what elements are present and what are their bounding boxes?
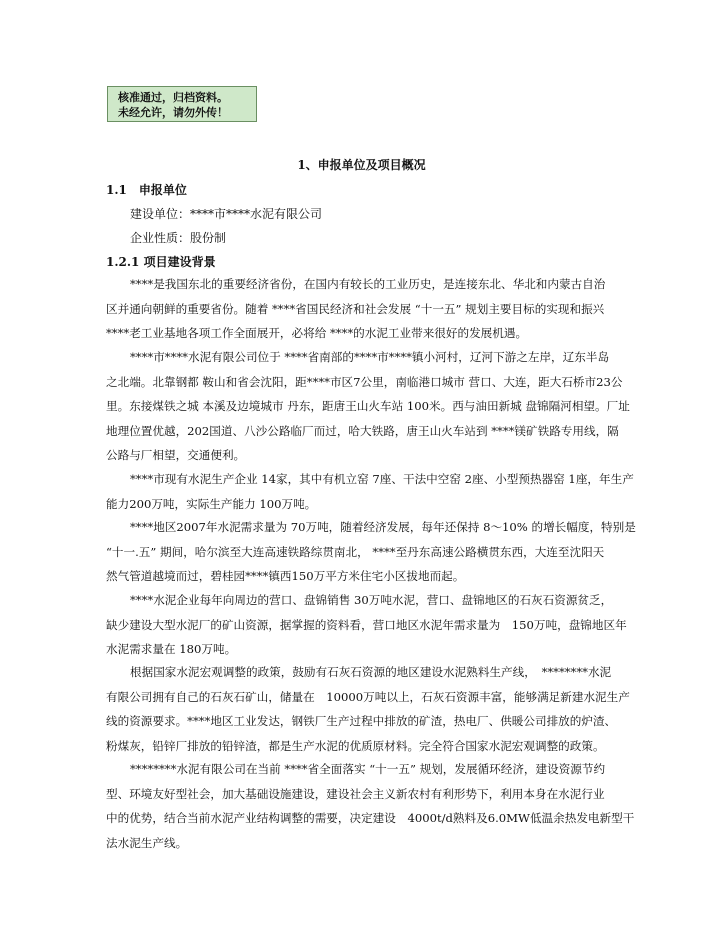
paragraph-line: 能力200万吨，实际生产能力 100万吨。 (106, 496, 317, 511)
paragraph-line: ****水泥企业每年向周边的营口、盘锦销售 30万吨水泥，营口、盘锦地区的石灰石资源贫乏， (130, 593, 613, 607)
nature-line: 企业性质：股份制 (130, 231, 227, 245)
paragraph-7 (106, 757, 646, 855)
paragraph-line: 地理位置优越，202国道、八沙公路临厂而过，哈大铁路，唐王山火车站到 ****镁矿铁路专用线，隔 (106, 423, 619, 438)
paragraph-4 (106, 515, 646, 589)
paragraph-line: 区并通向朝鲜的重要省份。随着 ****省国民经济和社会发展 “十一五” 规划主要目标的实现和振兴 (106, 301, 605, 316)
approval-stamp (107, 86, 257, 122)
paragraph-2 (106, 345, 646, 468)
paragraph-1 (106, 272, 646, 346)
paragraph-line: 之北端。北靠钢都 鞍山和省会沈阳，距****市区7公里，南临港口城市 营口、大连，距大石桥市23公 (106, 374, 623, 389)
paragraph-line: 法水泥生产线。 (106, 835, 188, 850)
paragraph-line: 公路与厂相望，交通便利。 (106, 448, 246, 462)
stamp-line-2: 未经允许，请勿外传！ (118, 106, 228, 119)
paragraph-5 (106, 588, 646, 662)
paragraph-line: ****市****水泥有限公司位于 ****省南部的****市****镇小河村，辽河下游之左岸，辽东半岛 (130, 350, 610, 364)
page-title: 1、申报单位及项目概况 (297, 158, 426, 172)
paragraph-line: 然气管道越境而过，碧桂园****镇西150万平方米住宅小区拔地而起。 (106, 569, 465, 583)
paragraph-line: 里。东接煤铁之城 本溪及边境城市 丹东，距唐王山火车站 100米。西与油田新城 盘锦隔河相望。厂址 (106, 399, 630, 413)
section-heading-1-1: 1.1 申报单位 (106, 183, 187, 197)
paragraph-line: ********水泥有限公司在当前 ****省全面落实 “十一五” 规划，发展循环经济，建设资源节约 (130, 762, 606, 776)
paragraph-line: 型、环境友好型社会，加大基础设施建设，建设社会主义新农村有利形势下，利用本身在水泥行业 (106, 786, 605, 801)
paragraph-line: 有限公司拥有自己的石灰石矿山，储量在 10000万吨以上，石灰石资源丰富，能够满足新建水泥生产 (106, 689, 630, 704)
paragraph-line: 粉煤灰，铅锌厂排放的铅锌渣，都是生产水泥的优质原材料。完全符合国家水泥宏观调整的政策。 (106, 738, 605, 753)
paragraph-3 (106, 467, 646, 516)
section-heading-1-2-1: 1.2.1 项目建设背景 (106, 255, 216, 269)
stamp-line-1: 核准通过，归档资料。 (118, 91, 228, 104)
paragraph-line: ****市现有水泥生产企业 14家，其中有机立窑 7座、干法中空窑 2座、小型预热器窑 1座，年生产 (130, 472, 634, 486)
paragraph-line: “十一.五” 期间，哈尔滨至大连高速铁路综贯南北， ****至丹东高速公路横贯东西，大连至沈阳天 (106, 544, 605, 559)
paragraph-line: ****是我国东北的重要经济省份，在国内有较长的工业历史，是连接东北、华北和内蒙古自治 (130, 277, 606, 291)
paragraph-line: 中的优势，结合当前水泥产业结构调整的需要，决定建设 4000t/d熟料及6.0MW低温余热发电新型干 (106, 811, 635, 825)
paragraph-line: ****地区2007年水泥需求量为 70万吨，随着经济发展，每年还保持 8～10% 的增长幅度，特别是 (130, 520, 636, 534)
paragraph-6 (106, 660, 646, 758)
paragraph-line: 水泥需求量在 180万吨。 (106, 642, 237, 656)
paragraph-line: ****老工业基地各项工作全面展开，必将给 ****的水泥工业带来很好的发展机遇。 (106, 326, 528, 340)
paragraph-line: 线的资源要求。****地区工业发达，钢铁厂生产过程中排放的矿渣，热电厂、供暖公司排放的炉渣、 (106, 714, 617, 728)
paragraph-line: 缺少建设大型水泥厂的矿山资源，据掌握的资料看，营口地区水泥年需求量为 150万吨，盘锦地区年 (106, 617, 627, 632)
builder-line: 建设单位：****市****水泥有限公司 (130, 207, 323, 221)
paragraph-line: 根据国家水泥宏观调整的政策，鼓励有石灰石资源的地区建设水泥熟料生产线， ********水泥 (130, 665, 612, 679)
